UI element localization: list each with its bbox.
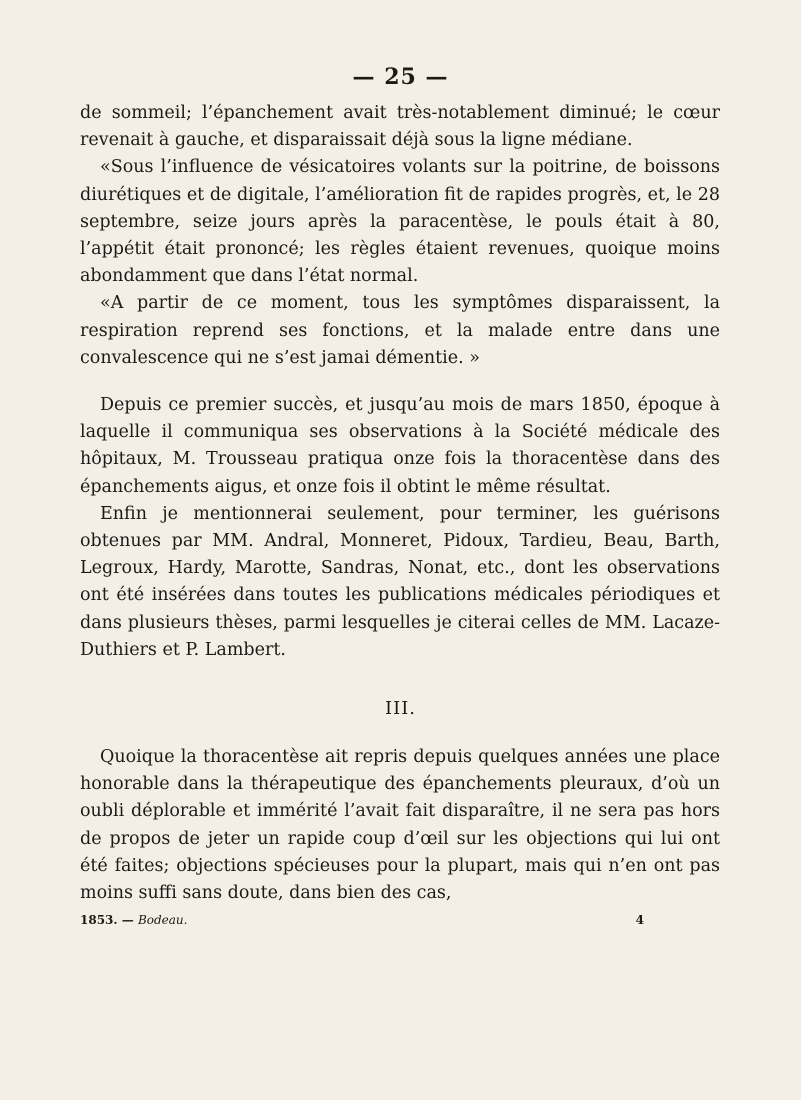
paragraph: de sommeil; l’épanchement avait très-notablement diminué; le cœur revenait à gauche, et disparaissait déjà sous la ligne médiane. [80,103,720,151]
text-block-bottom [80,744,720,907]
paragraph: Quoique la thoracentèse ait repris depuis quelques années une place honorable dans la thérapeutique des épanchements pleuraux, d’où un oubli déplorable et immérité l’avait fait disparaître, il ne sera pas hors de propos de jeter un rapide coup d’œil sur les objections qui lui ont été faites; objections spécieuses pour la plupart, mais qui n’en ont pas moins suffi sans doute, dans bien des cas, [80,747,720,904]
paragraph: Enfin je mentionnerai seulement, pour terminer, les guérisons obtenues par MM. Andral, Monneret, Pidoux, Tardieu, Beau, Barth, Legroux, Hardy, Marotte, Sandras, Nonat, etc., dont les observations ont été insérées dans toutes les publications médicales périodiques et dans plusieurs thèses, parmi lesquelles je citerai celles de MM. Lacaze-Duthiers et P. Lambert. [80,503,720,660]
text-block-top [80,100,720,372]
footer-imprint [80,913,187,927]
paragraph: «Sous l’influence de vésicatoires volants sur la poitrine, de boissons diurétiques et de digitale, l’amélioration fit de rapides progrès, et, le 28 septembre, seize jours après la paracentèse, le pouls était à 80, l’appétit était prononcé; les règles étaient revenues, quoique moins abondamment que dans l’état normal. [80,157,720,287]
footer-author: Bodeau. [137,913,188,927]
paragraph: Depuis ce premier succès, et jusqu’au mois de mars 1850, époque à laquelle il communiqua ses observations à la Société médicale des hôpitaux, M. Trousseau pratiqua onze fois la thoracentèse dans des épanchements aigus, et onze fois il obtint le même résultat. [80,395,720,497]
footer-year: 1853. — [80,913,134,927]
page-number: — 25 — [352,64,449,90]
text-block-middle [80,392,720,664]
paragraph: «A partir de ce moment, tous les symptômes disparaissent, la respiration reprend ses fonctions, et la malade entre dans une convalescence qui ne s’est jamai démentie. » [80,293,720,368]
signature-number: 4 [635,913,644,927]
section-heading: III. [384,698,417,719]
